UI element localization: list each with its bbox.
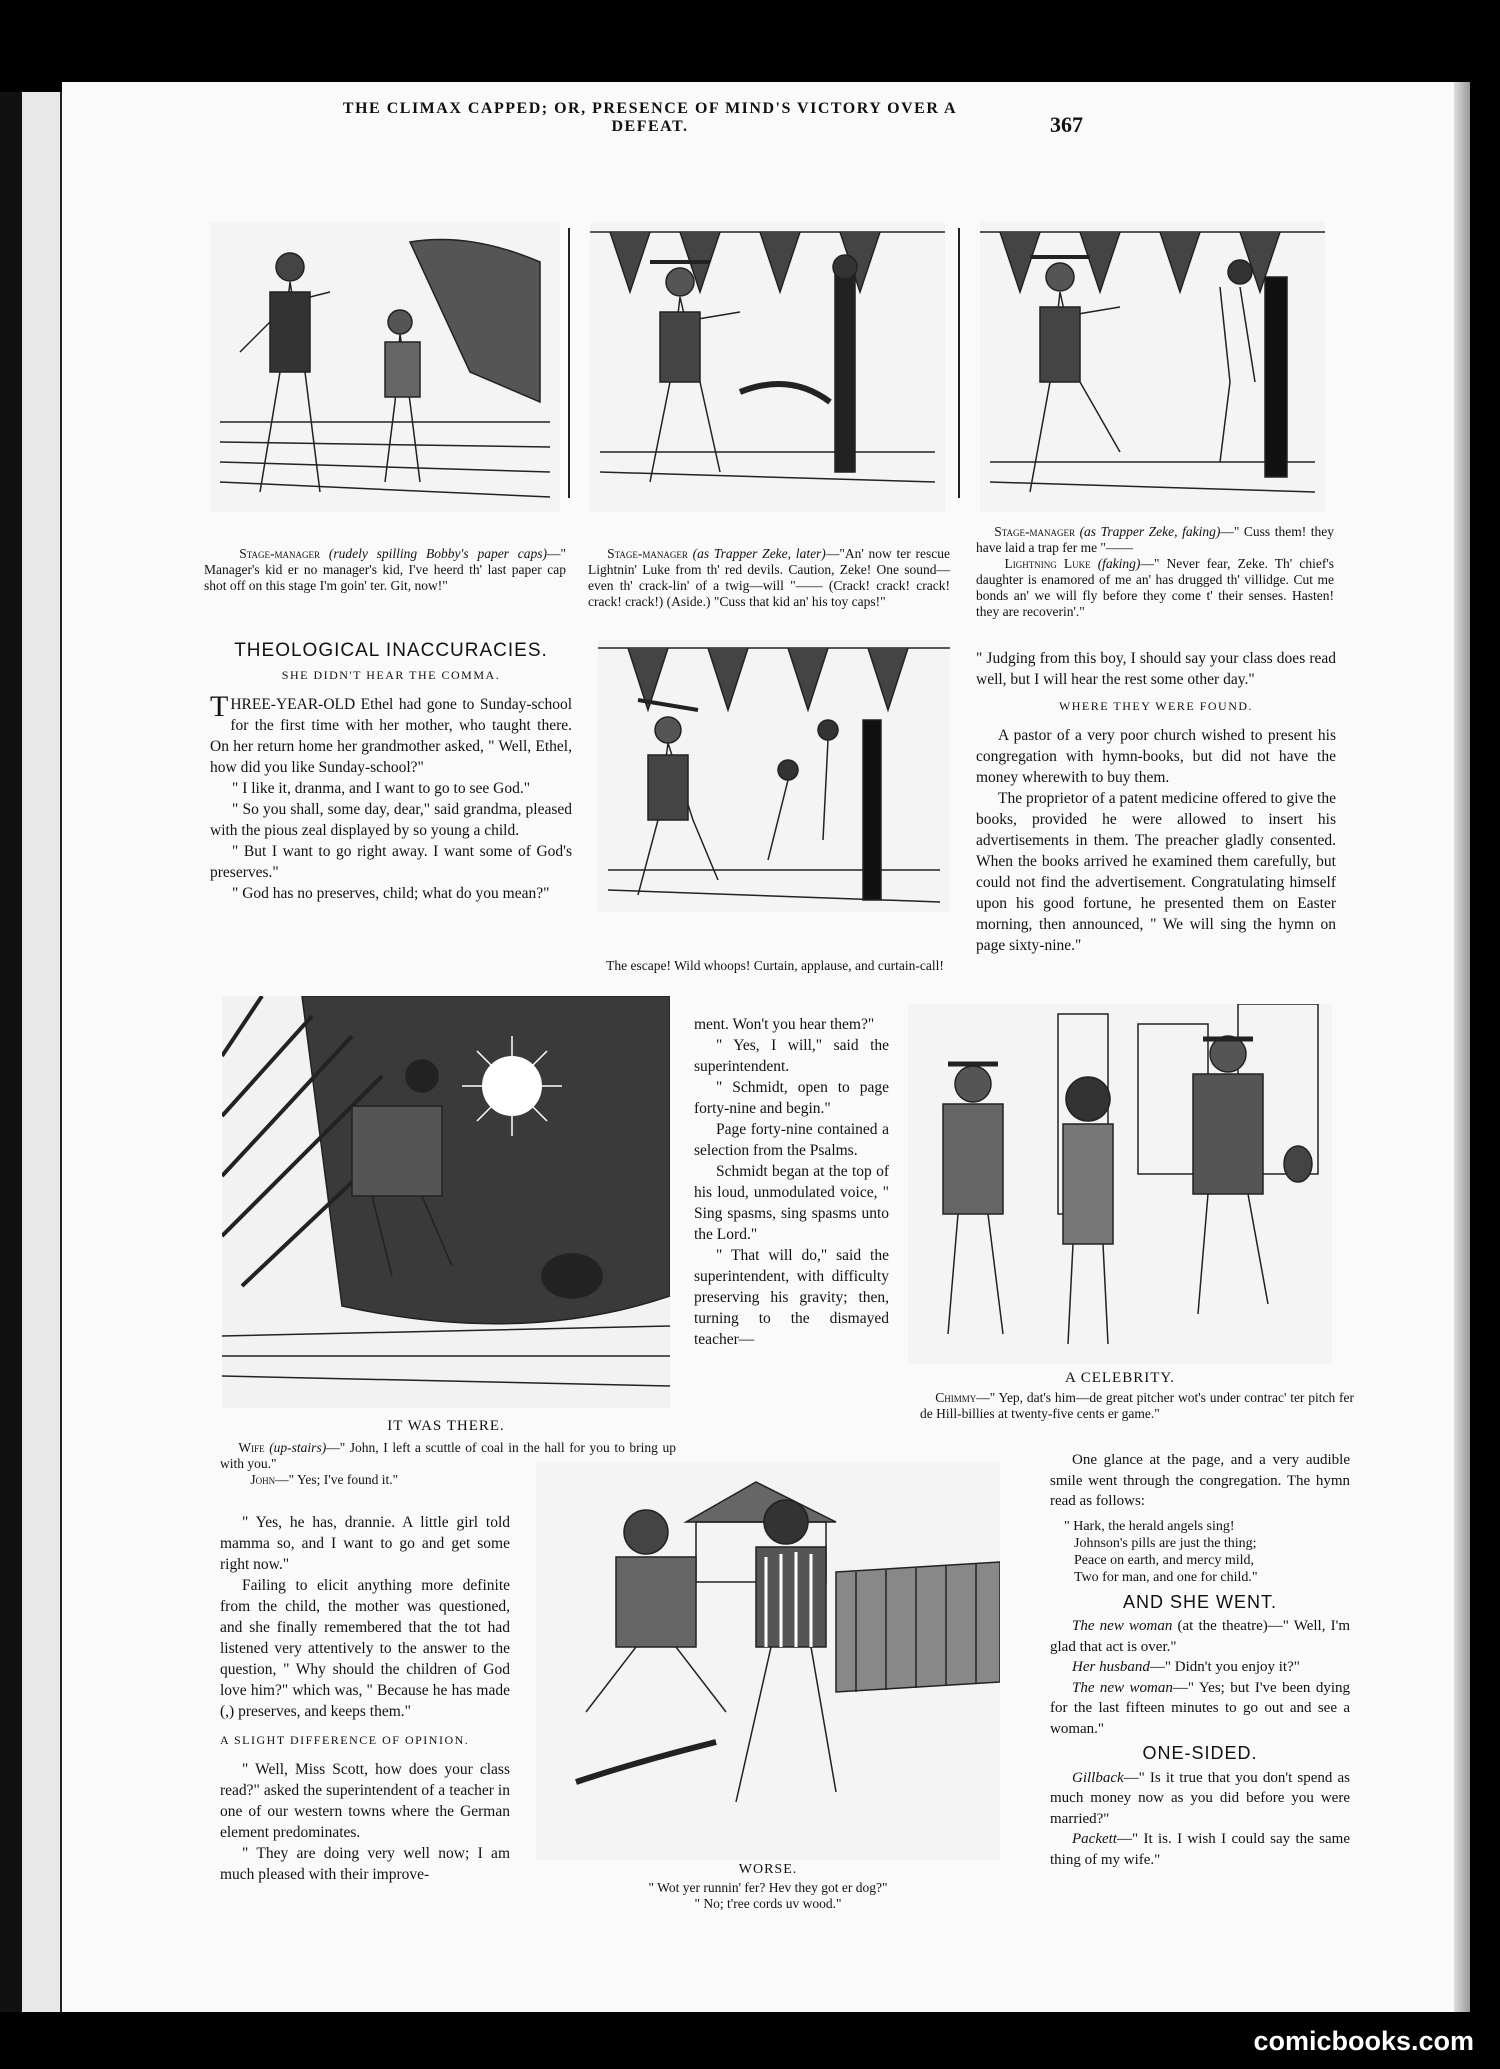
worse-illustration	[536, 1462, 1000, 1860]
article-title: WHERE THEY WERE FOUND.	[1058, 699, 1254, 713]
article-title-one-sided: ONE-SIDED.	[1142, 1743, 1258, 1763]
it-was-there-title: IT WAS THERE.	[387, 1418, 505, 1434]
page-number: 367	[1050, 112, 1083, 137]
article-title: A SLIGHT DIFFERENCE OF OPINION.	[220, 1733, 470, 1747]
facing-page-edge	[0, 92, 64, 2012]
comic-panel-2-illustration	[590, 222, 945, 512]
article-subtitle: SHE DIDN'T HEAR THE COMMA.	[281, 668, 501, 682]
article-theological-continued: " Yes, he has, drannie. A little girl told mamma so, and I want to go and get some right now." Failing to elicit anything more definite from the child, the mother was questioned, and she finally remembered that the tot had listened very attentively to the answer to the question, " Why should the children of God love him?" which was, " Because he has made (,) preserves, and keeps them." A SLIGHT DIFFERENCE OF OPINION. " Well, Miss Scott, how does your class read?" asked the superintendent of a teacher in one of our western towns where the German element predominates. " They are doing very well now; I am much pleased with their improve-	[220, 1514, 510, 1883]
worse-title: WORSE.	[738, 1862, 798, 1877]
site-watermark: comicbooks.com	[1253, 2026, 1474, 2056]
panel-divider	[958, 228, 960, 498]
article-where-found-continued: One glance at the page, and a very audible smile went through the congregation. The hymn read as follows: " Hark, the herald angels sing! Johnson's pills are just the thing; Peace on earth, and mercy mild, Two for man, and one for child." AND SHE WENT. The new woman (at the theatre)—" Well, I'm glad that act is over." Her husband—" Didn't you enjoy it?" The new woman—" Yes; but I've been dying for the last fifteen minutes to go out and see a woman." ONE-SIDED. Gillback—" Is it true that you don't spend as much money now as you did before you were married?" Packett—" It is. I wish I could say the same thing of my wife."	[1050, 1452, 1350, 1868]
celebrity-illustration	[908, 1004, 1332, 1364]
comic-caption-1: Stage-manager (rudely spilling Bobby's paper caps)—" Manager's kid er no manager's kid, I've heerd th' last paper cap shot off on this stage I'm goin' ter. Git, now!"	[204, 546, 567, 593]
worse-line-2: " No; t'ree cords uv wood."	[694, 1896, 842, 1911]
celebrity-title: A CELEBRITY.	[1064, 1370, 1176, 1386]
comic-panel-3-illustration	[980, 222, 1325, 512]
comic-caption-4: The escape! Wild whoops! Curtain, applause, and curtain-call!	[606, 958, 944, 973]
comic-caption-2: Stage-manager (as Trapper Zeke, later)—"An' now ter rescue Lightnin' Luke from th' red devils. Caution, Zeke! One sound—even th' crack-lin' of a twig—will "—— (Crack! crack! crack! crack! crack!) (Aside.) "Cuss that kid an' his toy caps!"	[588, 546, 951, 609]
comic-caption-3: Stage-manager (as Trapper Zeke, faking)—" Cuss them! they have laid a trap fer me "—— Lightning Luke (faking)—" Never fear, Zeke. Th' chief's daughter is enamored of me an' has drugged th' villidge. Cut me bonds an' we will fly before they come t' their senses. Hasten! they are recoverin'."	[976, 524, 1335, 619]
comic-panel-1-illustration	[210, 222, 560, 512]
celebrity-caption: Chimmy—" Yep, dat's him—de great pitcher wot's under contrac' ter pitch fer de Hill-billies at twenty-five cents er game."	[920, 1390, 1355, 1421]
article-theological-inaccuracies: THEOLOGICAL INACCURACIES. SHE DIDN'T HEAR THE COMMA. THREE-YEAR-OLD Ethel had gone to Sunday-school for the first time with her mother, who taught there. On her return home her grandmother asked, " Well, Ethel, how did you like Sunday-school?" " I like it, dranma, and I want to go to see God." " So you shall, some day, dear," said grandma, pleased with the pious zeal displayed by so young a child. " But I want to go right away. I want some of God's preserves." " God has no preserves, child; what do you mean?"	[210, 640, 572, 902]
page-header: THE CLIMAX CAPPED; OR, PRESENCE OF MIND'S VICTORY OVER A DEFEAT.	[342, 100, 958, 135]
it-was-there-caption: Wife (up-stairs)—" John, I left a scuttle of coal in the hall for you to bring up with you." John—" Yes; I've found it."	[220, 1440, 677, 1487]
drop-cap: T	[210, 690, 229, 723]
article-title-and-she-went: AND SHE WENT.	[1122, 1591, 1277, 1612]
comic-panel-4-illustration	[598, 640, 950, 912]
article-slight-difference-continued: ment. Won't you hear them?" " Yes, I will," said the superintendent. " Schmidt, open to page forty-nine and begin." Page forty-nine contained a selection from the Psalms. Schmidt began at the top of his loud, unmodulated voice, " Sing spasms, sing spasms unto the Lord." " That will do," said the superintendent, with difficulty preserving his gravity; then, turning to the dismayed teacher—	[694, 1016, 889, 1348]
worse-line-1: " Wot yer runnin' fer? Hev they got er dog?"	[648, 1880, 888, 1895]
panel-divider	[568, 228, 570, 498]
article-where-they-were-found: " Judging from this boy, I should say your class does read well, but I will hear the rest some other day." WHERE THEY WERE FOUND. A pastor of a very poor church wished to present his congregation with hymn-books, but did not have the money wherewith to buy them. The proprietor of a patent medicine offered to give the books, provided he were allowed to insert his advertisements in them. The preacher gladly consented. When the books arrived he examined them carefully, but could not find the advertisement. Congratulating himself upon his good fortune, he presented them on Easter morning, then announced, " We will sing the hymn on page sixty-nine."	[976, 650, 1336, 954]
it-was-there-illustration	[222, 996, 670, 1408]
article-title: THEOLOGICAL INACCURACIES.	[234, 640, 548, 661]
hymn-verse: " Hark, the herald angels sing! Johnson's pills are just the thing; Peace on earth, and mercy mild, Two for man, and one for child."	[1064, 1518, 1258, 1585]
